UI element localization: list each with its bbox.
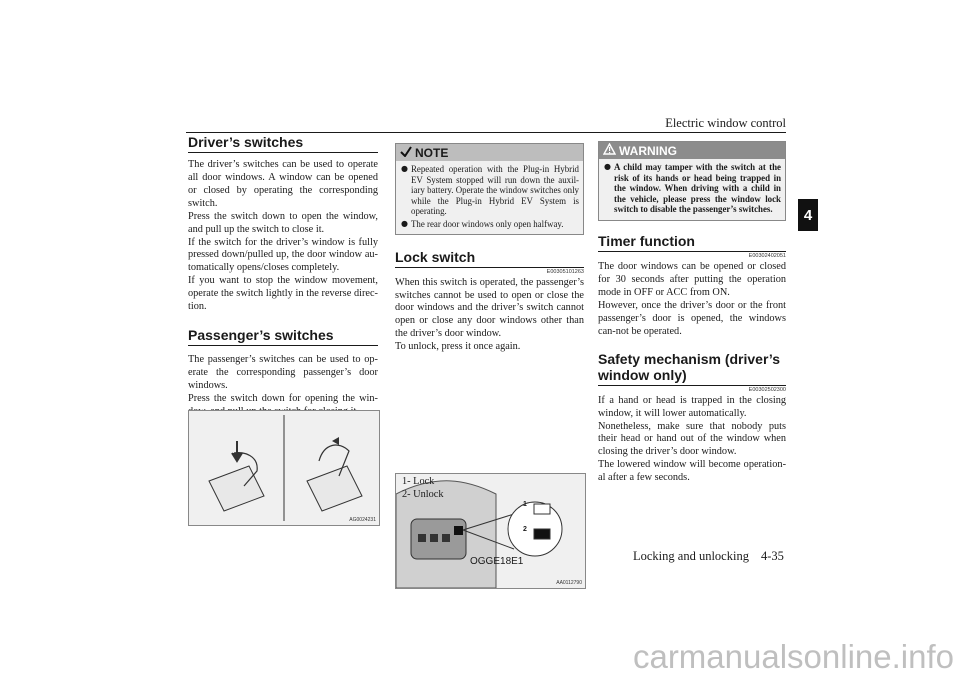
watermark: carmanualsonline.info [632, 638, 954, 675]
bullet-icon: ● [604, 162, 611, 171]
callout-2: 2 [523, 526, 527, 533]
safety-mechanism-heading: Safety mechanism (driver’s window only) [598, 351, 786, 386]
passengers-switches-heading: Passenger’s switches [188, 327, 378, 346]
document-code: OGGE18E1 [470, 556, 524, 567]
passengers-switches-text: The passenger’s switches can be used to op-erate the corresponding passenger’s door windows. Press the switch down for opening the win- [188, 354, 378, 404]
note-box [395, 143, 584, 235]
legend-item: 2- Unlock [402, 488, 444, 500]
legend-item: 1- Lock [402, 476, 435, 487]
warning-item [599, 161, 785, 216]
figure-code: AA0112790 [556, 580, 582, 586]
section-code: E00302502300 [748, 386, 786, 393]
header-rule [186, 132, 786, 133]
timer-function-heading: Timer function [598, 233, 786, 252]
drivers-switches-text: The driver’s switches can be used to operate all door windows. A window can be opened or closed by operating the corresponding switch. Press the switch down to open the window, and pull up the switch to close it. If the switch for the driver’s window is fully pressed down/pulled up, the door window au-tomatically opens/closes completely. If you want to stop the window movement, operate the switch lightly in the reverse direc-tion. [188, 159, 378, 313]
note-check-icon [400, 146, 412, 160]
timer-function-text: The door windows can be opened or closed for 30 seconds after putting the operation mode in OFF or ACC from ON. However, once the driver’s door or the front passenger’s door is opened, the windows can-not be operated. [598, 261, 786, 337]
warning-box [598, 141, 786, 221]
press-down-icon [209, 441, 264, 511]
section-code: E00302402051 [748, 253, 786, 260]
column-left [188, 134, 378, 419]
note-item [396, 163, 583, 218]
callout-1: 1 [523, 501, 527, 508]
column-right [598, 141, 786, 485]
pull-up-icon [307, 437, 362, 511]
warning-item-text: A child may tamper with the switch at the risk of its hands or head being trapped in the window. When driving with a child in the vehicle, please press the window lock switch to disable the passenger’s switches. [614, 162, 781, 215]
note-header [396, 144, 583, 161]
footer-section-title: Locking and unlocking [633, 549, 749, 563]
switch-operation-illustration [189, 411, 379, 525]
note-item-text: Repeated operation with the Plug-in Hybrid EV System stopped will run down the auxil-iary battery. Operate the window switches only while the Plug-in Hybrid EV System is operating. [411, 164, 579, 217]
safety-mechanism-text: If a hand or head is trapped in the closing window, it will lower automatically. Nonetheless, make sure that nobody puts their head or hand out of the window when closing the driver’s door window. The lowered window will become operation-al after a few seconds. [598, 394, 786, 484]
drivers-switches-heading: Driver’s switches [188, 134, 378, 153]
warning-triangle-icon [603, 143, 616, 158]
bullet-icon: ● [401, 164, 408, 173]
section-code: E00305101263 [546, 268, 584, 275]
column-middle [395, 143, 584, 354]
passenger-switch-figure [188, 410, 380, 526]
page-number: 4-35 [761, 549, 784, 563]
note-title: NOTE [415, 145, 449, 160]
chapter-tab: 4 [798, 199, 818, 231]
bullet-icon: ● [401, 218, 408, 228]
note-item-text: The rear door windows only open halfway. [411, 218, 564, 229]
warning-header [599, 142, 785, 159]
figure-code: AG0024231 [349, 517, 376, 523]
running-head: Electric window control [665, 116, 786, 130]
warning-title: WARNING [619, 143, 677, 158]
lock-legend [402, 476, 443, 502]
note-item [396, 218, 583, 231]
lock-switch-text: When this switch is operated, the passenger’s switches cannot be used to open or close the door windows and the driver’s switch cannot open or close any door windows other than the driver’s door window. To unlock, press it once again. [395, 276, 584, 353]
lock-switch-heading: Lock switch [395, 249, 584, 268]
